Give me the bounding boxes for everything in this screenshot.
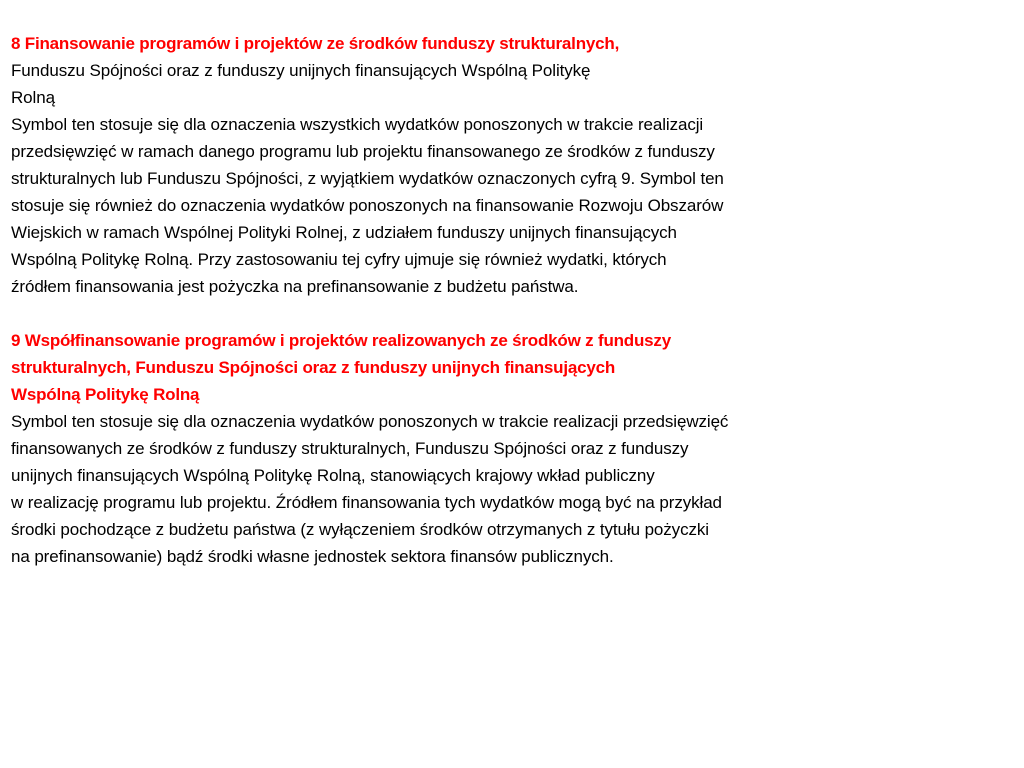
section-9 [11, 327, 1011, 570]
section-8 [11, 30, 1011, 300]
section-9-body-line: w realizację programu lub projektu. Źródłem finansowania tych wydatków mogą być na przykład [11, 493, 722, 512]
slide-content [11, 30, 1011, 570]
section-9-heading-line: strukturalnych, Funduszu Spójności oraz z funduszy unijnych finansujących [11, 358, 616, 377]
section-9-body-line: Symbol ten stosuje się dla oznaczenia wydatków ponoszonych w trakcie realizacji przedsięwzięć [11, 412, 729, 431]
section-9-body-line: na prefinansowanie) bądź środki własne jednostek sektora finansów publicznych. [11, 547, 614, 566]
section-8-body-line: przedsięwzięć w ramach danego programu lub projektu finansowanego ze środków z funduszy [11, 142, 715, 161]
section-8-heading-line: 8 Finansowanie programów i projektów ze środków funduszy strukturalnych, [11, 34, 620, 53]
section-8-body-line: Rolną [11, 88, 55, 107]
section-9-heading-line: Wspólną Politykę Rolną [11, 385, 200, 404]
section-8-body-line: strukturalnych lub Funduszu Spójności, z wyjątkiem wydatków oznaczonych cyfrą 9. Symbol ten [11, 169, 724, 188]
section-8-body-line: Funduszu Spójności oraz z funduszy unijnych finansujących Wspólną Politykę [11, 61, 591, 80]
section-8-body-line: Symbol ten stosuje się dla oznaczenia wszystkich wydatków ponoszonych w trakcie realizacji [11, 115, 704, 134]
section-spacer [11, 300, 1011, 327]
section-9-body-line: środki pochodzące z budżetu państwa (z wyłączeniem środków otrzymanych z tytułu pożyczki [11, 520, 709, 539]
section-9-body-line: unijnych finansujących Wspólną Politykę Rolną, stanowiących krajowy wkład publiczny [11, 466, 655, 485]
section-8-body-line: źródłem finansowania jest pożyczka na prefinansowanie z budżetu państwa. [11, 277, 579, 296]
section-8-body-line: stosuje się również do oznaczenia wydatków ponoszonych na finansowanie Rozwoju Obszarów [11, 196, 724, 215]
section-8-body-line: Wspólną Politykę Rolną. Przy zastosowaniu tej cyfry ujmuje się również wydatki, których [11, 250, 667, 269]
section-9-body-line: finansowanych ze środków z funduszy strukturalnych, Funduszu Spójności oraz z funduszy [11, 439, 689, 458]
section-9-heading-line: 9 Współfinansowanie programów i projektów realizowanych ze środków z funduszy [11, 331, 671, 350]
section-8-body-line: Wiejskich w ramach Wspólnej Polityki Rolnej, z udziałem funduszy unijnych finansujących [11, 223, 677, 242]
